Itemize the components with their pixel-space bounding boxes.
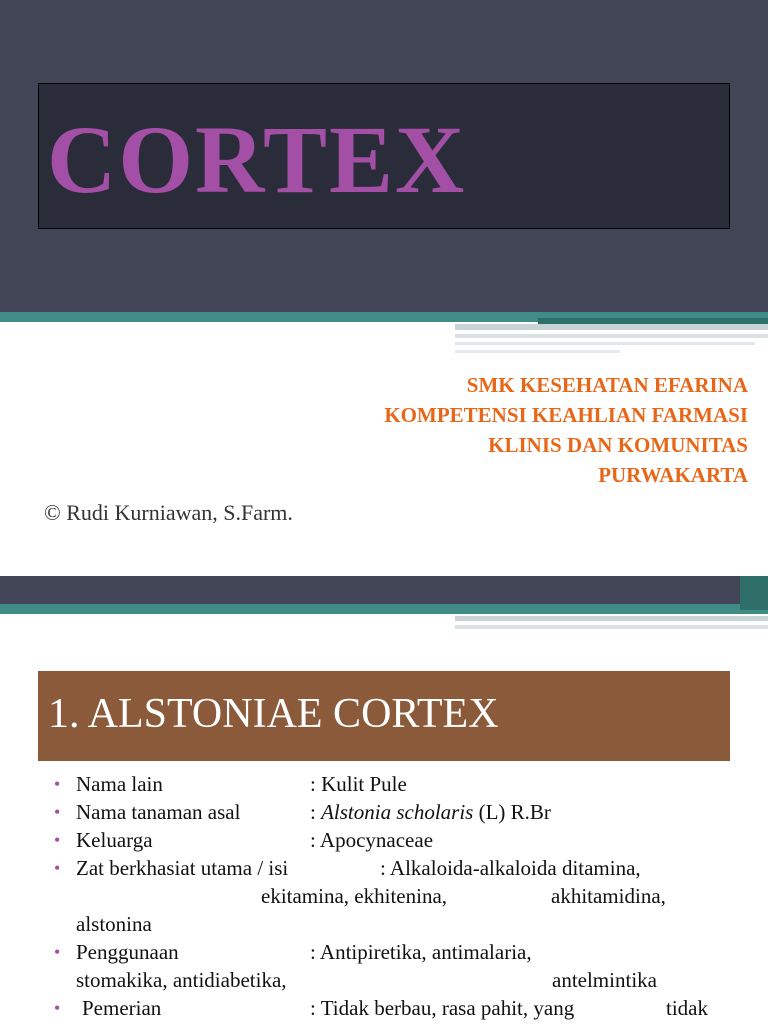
grey-stripe-3 [455, 342, 755, 345]
continuation-text: akhitamidina, [551, 884, 666, 908]
bullet-icon: • [54, 942, 61, 962]
list-item [44, 854, 744, 938]
list-item [44, 938, 744, 994]
org-line: SMK KESEHATAN EFARINA [466, 373, 748, 397]
grey-stripe [455, 324, 768, 330]
slide2-header-band [0, 576, 768, 604]
item-key: Pemerian [82, 996, 162, 1020]
teal-stripe-right [740, 576, 768, 610]
title-box [38, 83, 730, 229]
item-key: Nama tanaman asal [76, 800, 241, 824]
item-key: Zat berkhasiat utama / isi [76, 856, 289, 880]
grey-stripe [455, 616, 768, 621]
item-key: Nama lain [76, 772, 163, 796]
teal-stripe [0, 604, 768, 614]
item-key: Keluarga [76, 828, 153, 852]
item-value: : Kulit Pule [310, 772, 407, 796]
item-value: : Antipiretika, antimalaria, [310, 940, 532, 964]
continuation-text: antelmintika [552, 968, 657, 992]
grey-stripe-2 [455, 334, 768, 338]
list-item [44, 770, 744, 798]
continuation-text: ekitamina, ekhitenina, [261, 884, 448, 908]
item-value: : Tidak berbau, rasa pahit, yang [310, 996, 575, 1020]
organization-block [384, 370, 748, 490]
list-item [44, 798, 744, 826]
item-value: : Alkaloida-alkaloida ditamina, [380, 856, 641, 880]
bullet-icon: • [54, 830, 61, 850]
list-item [44, 994, 744, 1022]
item-continuation: alstonina [76, 912, 152, 936]
org-line: PURWAKARTA [598, 463, 748, 487]
slide-title: CORTEX [47, 106, 467, 213]
item-value-italic: Alstonia scholaris [321, 800, 474, 824]
item-value: : Apocynaceae [310, 828, 434, 852]
grey-stripe-2 [455, 625, 768, 629]
bullet-icon: • [54, 858, 61, 878]
section-heading-box [38, 671, 730, 761]
org-line: KOMPETENSI KEAHLIAN FARMASI [384, 403, 748, 427]
item-continuation [76, 966, 744, 994]
continuation-text: stomakika, antidiabetika, [76, 968, 287, 992]
author-credit: © Rudi Kurniawan, S.Farm. [44, 500, 293, 525]
bullet-icon: • [54, 774, 61, 794]
bullet-icon: • [54, 998, 61, 1018]
item-value-prefix: : [310, 800, 322, 824]
org-line: KLINIS DAN KOMUNITAS [488, 433, 748, 457]
grey-stripe-4 [455, 350, 620, 353]
item-continuation [76, 882, 744, 910]
section-heading: 1. ALSTONIAE CORTEX [48, 691, 499, 737]
item-key: Penggunaan [76, 940, 179, 964]
bullet-list [44, 770, 744, 1022]
list-item [44, 826, 744, 854]
item-value-tail: tidak [666, 996, 708, 1020]
bullet-icon: • [54, 802, 61, 822]
item-value-rest: (L) R.Br [473, 800, 551, 824]
